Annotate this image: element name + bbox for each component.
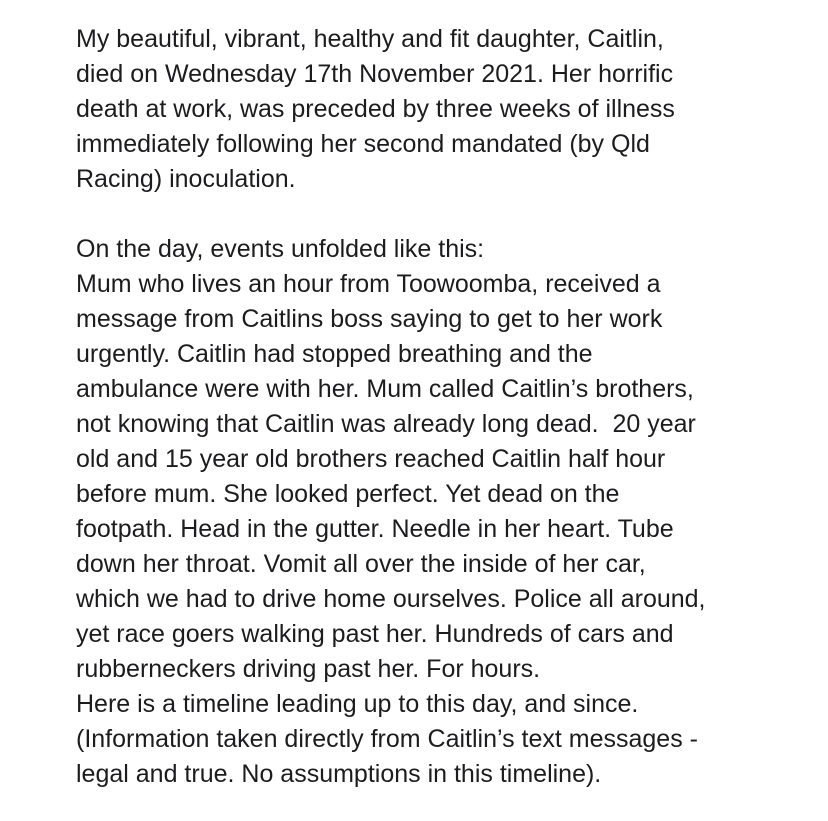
text-line: not knowing that Caitlin was already long dead. 20 year bbox=[76, 410, 696, 438]
paragraph-events bbox=[76, 232, 796, 792]
text-line: My beautiful, vibrant, healthy and fit daughter, Caitlin, bbox=[76, 25, 664, 53]
paragraph-intro bbox=[76, 22, 796, 197]
text-line: died on Wednesday 17th November 2021. Her horrific bbox=[76, 60, 674, 88]
document-body bbox=[76, 22, 796, 792]
text-line: death at work, was preceded by three weeks of illness bbox=[76, 95, 675, 123]
text-line: (Information taken directly from Caitlin’s text messages - bbox=[76, 725, 698, 753]
text-line: Here is a timeline leading up to this day, and since. bbox=[76, 690, 639, 718]
text-line: Racing) inoculation. bbox=[76, 165, 296, 193]
text-line: ambulance were with her. Mum called Caitlin’s brothers, bbox=[76, 375, 694, 403]
text-line: which we had to drive home ourselves. Police all around, bbox=[76, 585, 706, 613]
text-line: message from Caitlins boss saying to get to her work bbox=[76, 305, 663, 333]
text-line: before mum. She looked perfect. Yet dead on the bbox=[76, 480, 620, 508]
text-line: rubberneckers driving past her. For hours. bbox=[76, 655, 541, 683]
text-line: Mum who lives an hour from Toowoomba, received a bbox=[76, 270, 661, 298]
text-line: immediately following her second mandated (by Qld bbox=[76, 130, 650, 158]
paragraph-gap bbox=[76, 197, 796, 232]
text-line: footpath. Head in the gutter. Needle in her heart. Tube bbox=[76, 515, 674, 543]
text-line: down her throat. Vomit all over the inside of her car, bbox=[76, 550, 646, 578]
text-line: On the day, events unfolded like this: bbox=[76, 235, 485, 263]
text-line: urgently. Caitlin had stopped breathing and the bbox=[76, 340, 593, 368]
text-line: yet race goers walking past her. Hundreds of cars and bbox=[76, 620, 674, 648]
text-line: old and 15 year old brothers reached Caitlin half hour bbox=[76, 445, 666, 473]
text-line: legal and true. No assumptions in this timeline). bbox=[76, 760, 602, 788]
